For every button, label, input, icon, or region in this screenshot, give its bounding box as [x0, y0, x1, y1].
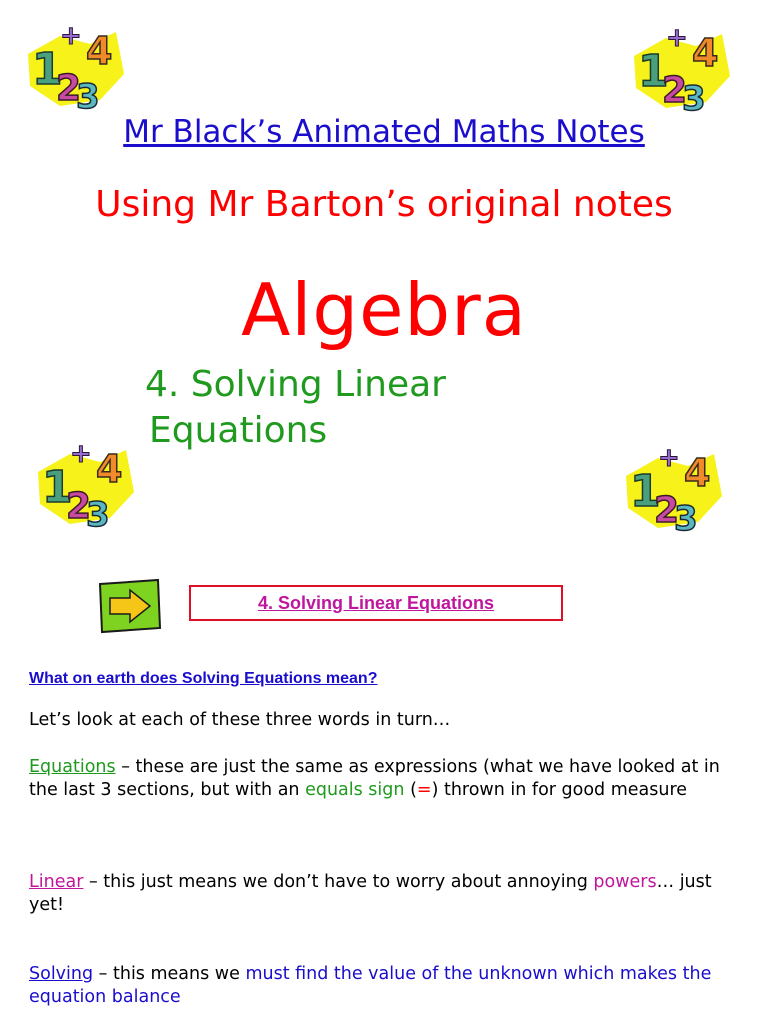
section-link[interactable]: 4. Solving Linear Equations [257, 592, 495, 613]
equals-sign-text: equals sign [305, 780, 405, 800]
solving-paragraph [29, 963, 744, 1009]
svg-text:+: + [60, 21, 82, 51]
numbers-clipart-icon [20, 14, 130, 114]
svg-text:2: 2 [66, 486, 92, 527]
numbers-clipart-icon [626, 16, 736, 116]
equations-text: the last 3 sections, but with an [29, 780, 306, 800]
linear-term-link[interactable]: Linear [29, 872, 84, 892]
svg-text:1: 1 [32, 44, 63, 95]
linear-paragraph [29, 871, 744, 917]
svg-text:4: 4 [684, 451, 711, 495]
svg-text:3: 3 [76, 77, 100, 114]
page-subtitle: Using Mr Barton’s original notes [95, 184, 673, 225]
section-heading [145, 362, 545, 454]
equations-paragraph [29, 756, 744, 802]
svg-text:4: 4 [86, 29, 113, 73]
svg-text:1: 1 [638, 46, 669, 97]
svg-text:2: 2 [56, 68, 82, 109]
solving-highlight: must find the value of the unknown which makes the [245, 964, 712, 984]
linear-text: yet! [29, 895, 64, 915]
arrow-right-icon[interactable] [98, 578, 162, 634]
open-paren: ( [404, 780, 417, 800]
section-heading-line2: Equations [149, 410, 328, 451]
equations-term-link[interactable]: Equations [29, 757, 116, 777]
svg-text:4: 4 [692, 31, 719, 75]
section-heading-line1: 4. Solving Linear [145, 364, 446, 405]
question-link[interactable]: What on earth does Solving Equations mean? [29, 670, 378, 687]
svg-text:4: 4 [96, 447, 123, 491]
topic-heading: Algebra [241, 268, 527, 352]
svg-text:2: 2 [654, 490, 680, 531]
powers-text: powers [593, 872, 657, 892]
solving-term-link[interactable]: Solving [29, 964, 94, 984]
svg-text:1: 1 [42, 462, 73, 513]
svg-text:3: 3 [674, 499, 698, 536]
svg-text:+: + [658, 443, 680, 473]
svg-text:3: 3 [682, 79, 706, 116]
svg-text:1: 1 [630, 466, 661, 517]
numbers-clipart-icon [30, 432, 140, 532]
solving-text: – this means we [93, 964, 246, 984]
linear-text: – this just means we don’t have to worry about annoying [83, 872, 594, 892]
svg-text:+: + [666, 23, 688, 53]
numbers-clipart-icon [618, 436, 728, 536]
svg-text:3: 3 [86, 495, 110, 532]
equations-text: – these are just the same as expressions (what we have looked at in [115, 757, 720, 777]
intro-paragraph: Let’s look at each of these three words in turn… [29, 710, 451, 730]
linear-text: … just [656, 872, 712, 892]
equations-text: ) thrown in for good measure [431, 780, 688, 800]
svg-text:2: 2 [662, 70, 688, 111]
solving-highlight: equation balance [29, 987, 181, 1007]
svg-text:+: + [70, 439, 92, 469]
page-title-link[interactable]: Mr Black’s Animated Maths Notes [123, 114, 645, 150]
equals-symbol: = [416, 780, 432, 800]
section-link-box [189, 585, 563, 621]
